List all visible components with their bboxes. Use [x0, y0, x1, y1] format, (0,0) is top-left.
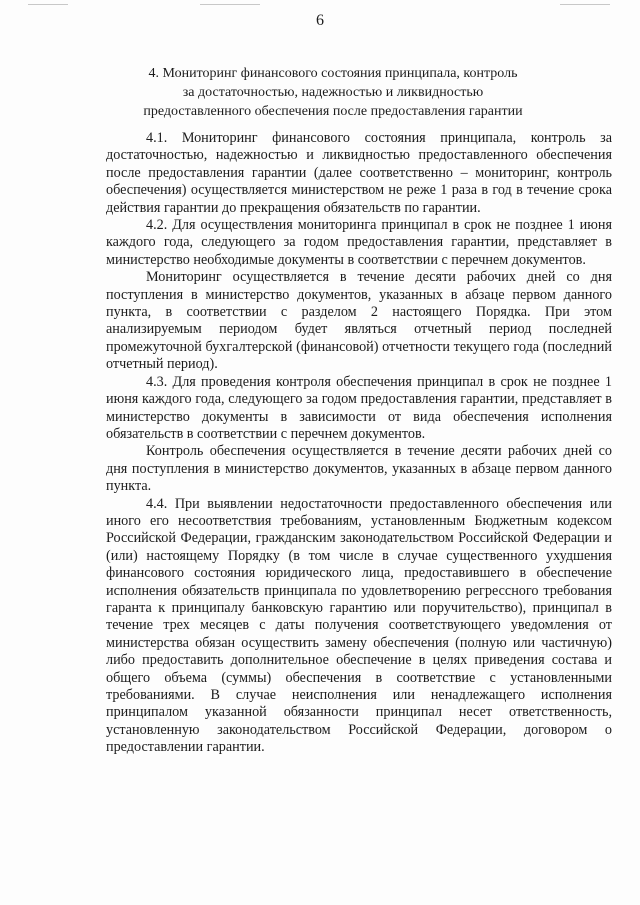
paragraph-4-3: 4.3. Для проведения контроля обеспечения принципал в срок не позднее 1 июня каждого года, следующего за годом предоставления гарантии, представляет в министерство документы в зависимости от вида обеспечения исполнения обязательств в соответствии с перечнем документов. [106, 373, 612, 442]
section-title-line: 4. Мониторинг финансового состояния принципала, контроль [148, 66, 518, 81]
scan-artifact [200, 4, 260, 5]
scan-artifact [560, 4, 610, 5]
paragraph-4-4: 4.4. При выявлении недостаточности предоставленного обеспечения или иного его несоответствия требованиям, установленным Бюджетным кодексом Российской Федерации, гражданским законодательством Российской Федерации и (или) настоящему Порядку (в том числе в случае существенного ухудшения финансового состояния юридического лица, предоставившего в обеспечение исполнения обязательств принципала по удовлетворению регрессного требования гаранта к принципалу банковскую гарантию или поручительство), принципал в течение трех месяцев с даты получения соответствующего уведомления от министерства обязан осуществить замену обеспечения (полную или частичную) либо предоставить дополнительное обеспечение в целях приведения состава и общего объема (суммы) обеспечения в соответствие с установленными требованиями. В случае неисполнения или ненадлежащего исполнения принципалом указанной обязанности принципал несет ответственность, установленную законодательством Российской Федерации, договором о предоставлении гарантии. [106, 495, 612, 756]
section-title-line: за достаточностью, надежностью и ликвидностью [182, 85, 484, 100]
paragraph-4-1: 4.1. Мониторинг финансового состояния принципала, контроль за достаточностью, надежностью и ликвидностью предоставленного обеспечения после предоставления гарантии (далее соответственно – мониторинг, контроль обеспечения) осуществляется министерством не реже 1 раза в год в течение срока действия гарантии до прекращения обязательств по гарантии. [106, 130, 612, 216]
paragraph-4-2: 4.2. Для осуществления мониторинга принципал в срок не позднее 1 июня каждого года, следующего за годом предоставления гарантии, представляет в министерство необходимые документы в соответствии с перечнем документов. [106, 217, 612, 268]
paragraph-monitoring: Мониторинг осуществляется в течение десяти рабочих дней со дня поступления в министерство документов, указанных в абзаце первом данного пункта, в соответствии с разделом 2 настоящего Порядка. При этом анализируемым периодом будет являться отчетный период последней промежуточной бухгалтерской (финансовой) отчетности текущего года (последний отчетный период). [106, 269, 612, 373]
document-body [106, 130, 612, 757]
section-title-line: предоставленного обеспечения после предоставления гарантии [143, 104, 523, 119]
section-title [110, 64, 556, 121]
scan-artifact [28, 4, 68, 5]
page-number: 6 [316, 12, 324, 29]
paragraph-control: Контроль обеспечения осуществляется в течение десяти рабочих дней со дня поступления в министерство документов, указанных в абзаце первом данного пункта. [106, 443, 612, 495]
